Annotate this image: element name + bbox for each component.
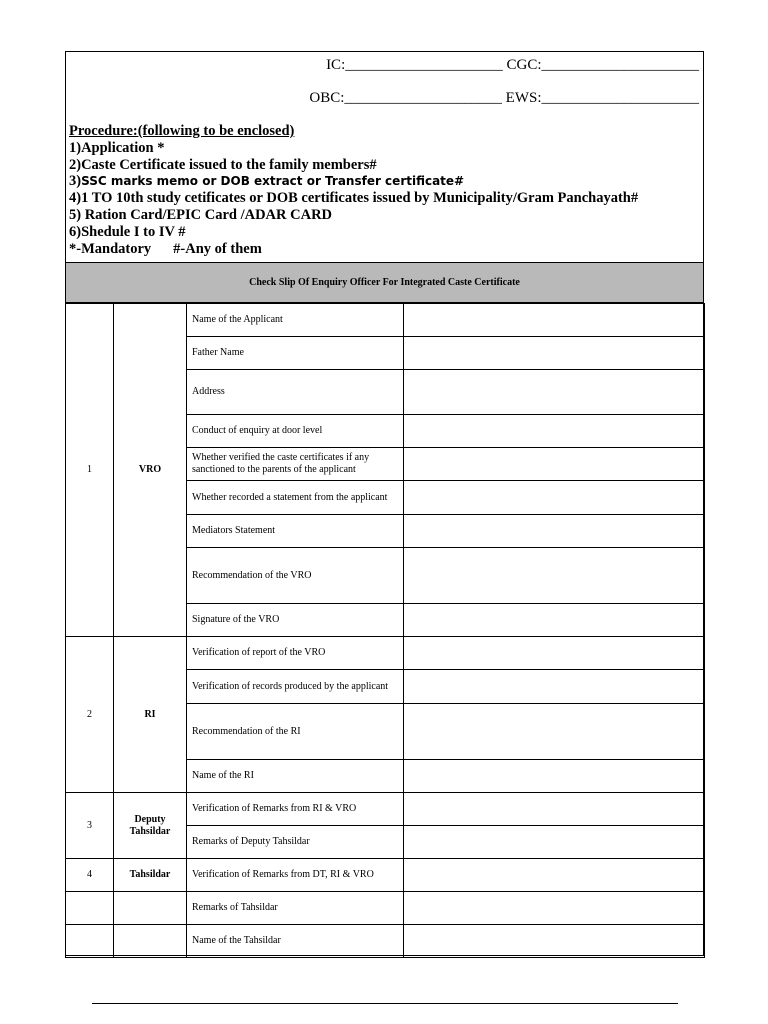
- row-label: Conduct of enquiry at door level: [187, 415, 404, 448]
- table-row: [66, 859, 705, 892]
- entry-cell[interactable]: [404, 604, 705, 637]
- row-label: Verification of Remarks from RI & VRO: [187, 793, 404, 826]
- ews-field: EWS:_____________________: [505, 90, 699, 106]
- row-label: Verification of report of the VRO: [187, 637, 404, 670]
- entry-cell[interactable]: [404, 415, 705, 448]
- table-row: [66, 892, 705, 925]
- entry-cell[interactable]: [404, 760, 705, 793]
- ic-field: IC:_____________________: [326, 57, 503, 73]
- entry-cell[interactable]: [404, 670, 705, 704]
- procedure-item-4: 4)1 TO 10th study cetificates or DOB certificates issued by Municipality/Gram Panchayath#: [69, 190, 639, 207]
- procedure-list: [69, 123, 638, 257]
- procedure-item-3-number: 3): [69, 173, 82, 190]
- table-row: [66, 304, 705, 337]
- row-label: Recommendation of the VRO: [187, 548, 404, 604]
- row-label: Whether verified the caste certificates if any sanctioned to the parents of the applicant: [187, 448, 404, 481]
- section-number: [66, 892, 114, 925]
- procedure-item-5: 5) Ration Card/EPIC Card /ADAR CARD: [69, 206, 333, 223]
- table-row: [66, 793, 705, 826]
- entry-cell[interactable]: [404, 448, 705, 481]
- procedure-item-3-text: SSC marks memo or DOB extract or Transfer certificate#: [81, 174, 465, 189]
- row-label: Name of the Tahsildar: [187, 925, 404, 958]
- section-number: 2: [66, 637, 114, 793]
- codes-row-ic-cgc: [326, 57, 699, 74]
- entry-cell[interactable]: [404, 337, 705, 370]
- mandatory-note: *-Mandatory: [69, 240, 152, 257]
- section-officer: RI: [114, 637, 187, 793]
- entry-cell[interactable]: [404, 892, 705, 925]
- row-label: Verification of records produced by the applicant: [187, 670, 404, 704]
- procedure-item-2: 2)Caste Certificate issued to the family members#: [69, 156, 377, 173]
- check-slip-table: [65, 303, 705, 958]
- section-number: 1: [66, 304, 114, 637]
- section-officer: Tahsildar: [114, 859, 187, 892]
- entry-cell[interactable]: [404, 481, 705, 515]
- table-row: [66, 637, 705, 670]
- procedure-title: Procedure:(following to be enclosed): [69, 123, 295, 139]
- obc-field: OBC:_____________________: [309, 90, 502, 106]
- row-label: Address: [187, 370, 404, 415]
- entry-cell[interactable]: [404, 826, 705, 859]
- any-of-them-note: #-Any of them: [173, 240, 262, 257]
- row-label: Remarks of Deputy Tahsildar: [187, 826, 404, 859]
- entry-cell[interactable]: [404, 370, 705, 415]
- section-officer: Deputy Tahsildar: [114, 793, 187, 859]
- entry-cell[interactable]: [404, 704, 705, 760]
- entry-cell[interactable]: [404, 515, 705, 548]
- row-label: Remarks of Tahsildar: [187, 892, 404, 925]
- row-label: Verification of Remarks from DT, RI & VRO: [187, 859, 404, 892]
- section-number: 4: [66, 859, 114, 892]
- procedure-item-6: 6)Shedule I to IV #: [69, 223, 186, 240]
- procedure-item-1: 1)Application *: [69, 139, 165, 156]
- cgc-field: CGC:_____________________: [506, 57, 699, 73]
- caste-certificate-form: [65, 51, 704, 956]
- entry-cell[interactable]: [404, 793, 705, 826]
- procedure-legend: [69, 241, 638, 258]
- entry-cell[interactable]: [404, 637, 705, 670]
- form-header: [66, 52, 703, 262]
- row-label: Signature of the VRO: [187, 604, 404, 637]
- row-label: Name of the Applicant: [187, 304, 404, 337]
- entry-cell[interactable]: [404, 859, 705, 892]
- row-label: Father Name: [187, 337, 404, 370]
- row-label: Whether recorded a statement from the applicant: [187, 481, 404, 515]
- entry-cell[interactable]: [404, 925, 705, 958]
- section-number: [66, 925, 114, 958]
- section-number: 3: [66, 793, 114, 859]
- codes-row-obc-ews: [309, 90, 699, 107]
- row-label: Name of the RI: [187, 760, 404, 793]
- entry-cell[interactable]: [404, 304, 705, 337]
- procedure-item-3: [69, 173, 638, 190]
- section-officer: [114, 925, 187, 958]
- entry-cell[interactable]: [404, 548, 705, 604]
- check-slip-title: Check Slip Of Enquiry Officer For Integrated Caste Certificate: [66, 262, 703, 303]
- section-officer: [114, 892, 187, 925]
- table-row: [66, 925, 705, 958]
- footer-rule: [92, 1003, 678, 1004]
- row-label: Recommendation of the RI: [187, 704, 404, 760]
- row-label: Mediators Statement: [187, 515, 404, 548]
- section-officer: VRO: [114, 304, 187, 637]
